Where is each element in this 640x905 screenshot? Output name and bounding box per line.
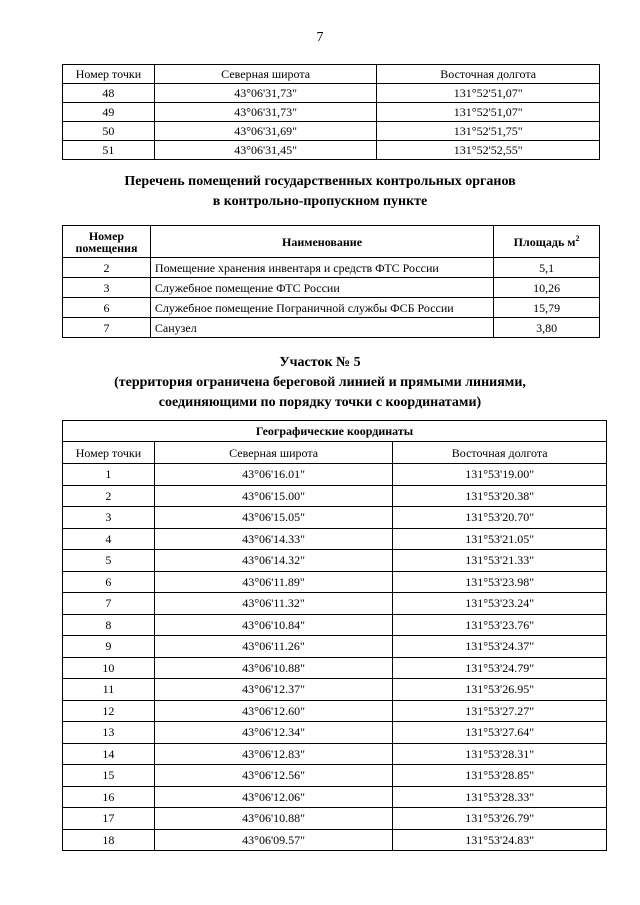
table-cell: 43°06'31,73" bbox=[154, 103, 377, 122]
table-row bbox=[63, 593, 607, 615]
table-row bbox=[63, 786, 607, 808]
table-cell: 2 bbox=[63, 485, 155, 507]
table-row bbox=[63, 679, 607, 701]
table-cell: Служебное помещение Пограничной службы ФСБ России bbox=[150, 298, 493, 318]
table-row bbox=[63, 614, 607, 636]
table-cell: 131°52'51,07" bbox=[377, 103, 600, 122]
rooms-heading-line1: Перечень помещений государственных контрольных органов bbox=[124, 174, 516, 189]
section-description-line1: (территория ограничена береговой линией и прямыми линиями, bbox=[114, 375, 526, 390]
table-cell: 43°06'11.89" bbox=[154, 571, 393, 593]
section-description-line2: соединяющими по порядку точки с координатами) bbox=[158, 395, 482, 410]
table-cell: Санузел bbox=[150, 318, 493, 338]
table-cell: 4 bbox=[63, 528, 155, 550]
column-header-north-latitude: Северная широта bbox=[154, 65, 377, 84]
table-row bbox=[63, 571, 607, 593]
table-cell: 43°06'12.83" bbox=[154, 743, 393, 765]
table-row bbox=[63, 258, 600, 278]
table-cell: 5,1 bbox=[494, 258, 600, 278]
table-row bbox=[63, 84, 600, 103]
table-cell: 43°06'11.26" bbox=[154, 636, 393, 658]
table-cell: 43°06'10.88" bbox=[154, 657, 393, 679]
table-row bbox=[63, 808, 607, 830]
table-row bbox=[63, 278, 600, 298]
table-cell: 131°53'24.37" bbox=[393, 636, 607, 658]
table-row bbox=[63, 743, 607, 765]
table-row bbox=[63, 464, 607, 486]
table-cell: 3 bbox=[63, 278, 151, 298]
table-cell: 48 bbox=[63, 84, 155, 103]
table-cell: 51 bbox=[63, 141, 155, 160]
table-cell: 43°06'12.56" bbox=[154, 765, 393, 787]
table-cell: 15,79 bbox=[494, 298, 600, 318]
table-cell: 6 bbox=[63, 571, 155, 593]
table1-body bbox=[63, 84, 600, 160]
table-cell: 7 bbox=[63, 318, 151, 338]
table-row bbox=[63, 103, 600, 122]
table-cell: 43°06'15.05" bbox=[154, 507, 393, 529]
table-cell: 131°53'28.85" bbox=[393, 765, 607, 787]
table-cell: 50 bbox=[63, 122, 155, 141]
column-header-point-number: Номер точки bbox=[63, 65, 155, 84]
column-header-east-longitude: Восточная долгота bbox=[393, 442, 607, 464]
table-row bbox=[63, 141, 600, 160]
table-cell: 43°06'09.57" bbox=[154, 829, 393, 851]
table-cell: 131°53'23.98" bbox=[393, 571, 607, 593]
table-cell: 131°53'21.33" bbox=[393, 550, 607, 572]
table-cell: 16 bbox=[63, 786, 155, 808]
table-cell: 43°06'12.06" bbox=[154, 786, 393, 808]
column-header-room-number bbox=[63, 226, 151, 258]
table-row bbox=[63, 318, 600, 338]
area-header-label: Площадь м bbox=[513, 234, 576, 249]
table-cell: 43°06'14.33" bbox=[154, 528, 393, 550]
table-row bbox=[63, 657, 607, 679]
table-cell: 131°53'24.83" bbox=[393, 829, 607, 851]
table-row bbox=[63, 507, 607, 529]
table-cell: Помещение хранения инвентаря и средств ФТС России bbox=[150, 258, 493, 278]
table-cell: 131°53'24.79" bbox=[393, 657, 607, 679]
table-header-row bbox=[63, 442, 607, 464]
table-cell: 13 bbox=[63, 722, 155, 744]
room-number-header-line2: помещения bbox=[75, 240, 138, 255]
table-cell: 131°53'19.00" bbox=[393, 464, 607, 486]
table-row bbox=[63, 722, 607, 744]
column-header-point-number: Номер точки bbox=[63, 442, 155, 464]
table-cell: 131°53'28.31" bbox=[393, 743, 607, 765]
table-cell: 9 bbox=[63, 636, 155, 658]
section-title: Участок № 5 bbox=[279, 355, 361, 370]
table-cell: 43°06'11.32" bbox=[154, 593, 393, 615]
table-header-row bbox=[63, 65, 600, 84]
rooms-table bbox=[62, 225, 600, 338]
table-cell: 1 bbox=[63, 464, 155, 486]
table-cell: 2 bbox=[63, 258, 151, 278]
table-row bbox=[63, 550, 607, 572]
table-cell: 43°06'31,45" bbox=[154, 141, 377, 160]
table-cell: 43°06'12.37" bbox=[154, 679, 393, 701]
table-cell: 14 bbox=[63, 743, 155, 765]
coordinates-table-continued bbox=[62, 64, 600, 160]
rooms-table-body bbox=[63, 258, 600, 338]
table-cell: 131°52'51,75" bbox=[377, 122, 600, 141]
table-cell: 131°53'27.64" bbox=[393, 722, 607, 744]
table-cell: 49 bbox=[63, 103, 155, 122]
table-cell: 3,80 bbox=[494, 318, 600, 338]
table-cell: 10,26 bbox=[494, 278, 600, 298]
table-cell: 131°53'28.33" bbox=[393, 786, 607, 808]
table-cell: 131°53'20.70" bbox=[393, 507, 607, 529]
table-cell: 131°53'21.05" bbox=[393, 528, 607, 550]
table-row bbox=[63, 485, 607, 507]
table-cell: 131°53'26.79" bbox=[393, 808, 607, 830]
page-number: 7 bbox=[316, 30, 324, 45]
column-header-name: Наименование bbox=[150, 226, 493, 258]
table-cell: 43°06'10.88" bbox=[154, 808, 393, 830]
table-cell: 131°53'23.24" bbox=[393, 593, 607, 615]
section-5-coordinates-table bbox=[62, 420, 607, 851]
table-cell: 43°06'12.34" bbox=[154, 722, 393, 744]
table-cell: 8 bbox=[63, 614, 155, 636]
table-cell: 43°06'31,73" bbox=[154, 84, 377, 103]
table-cell: 131°52'52,55" bbox=[377, 141, 600, 160]
table-cell: 12 bbox=[63, 700, 155, 722]
table-cell: 43°06'16.01" bbox=[154, 464, 393, 486]
column-header-north-latitude: Северная широта bbox=[154, 442, 393, 464]
table-cell: Служебное помещение ФТС России bbox=[150, 278, 493, 298]
table-cell: 15 bbox=[63, 765, 155, 787]
table-cell: 43°06'31,69" bbox=[154, 122, 377, 141]
table-row bbox=[63, 298, 600, 318]
rooms-list-heading bbox=[0, 172, 640, 212]
table-cell: 5 bbox=[63, 550, 155, 572]
table-cell: 6 bbox=[63, 298, 151, 318]
table-cell: 17 bbox=[63, 808, 155, 830]
table-cell: 43°06'10.84" bbox=[154, 614, 393, 636]
table-row bbox=[63, 636, 607, 658]
table-cell: 11 bbox=[63, 679, 155, 701]
table-row bbox=[63, 122, 600, 141]
table-cell: 10 bbox=[63, 657, 155, 679]
table-cell: 131°53'20.38" bbox=[393, 485, 607, 507]
table-cell: 7 bbox=[63, 593, 155, 615]
table-cell: 3 bbox=[63, 507, 155, 529]
table-cell: 43°06'14.32" bbox=[154, 550, 393, 572]
table-header-row bbox=[63, 226, 600, 258]
area-header-superscript: 2 bbox=[575, 233, 580, 243]
column-header-east-longitude: Восточная долгота bbox=[377, 65, 600, 84]
table-row bbox=[63, 829, 607, 851]
table-row bbox=[63, 528, 607, 550]
table-cell: 131°52'51,07" bbox=[377, 84, 600, 103]
table-cell: 43°06'15.00" bbox=[154, 485, 393, 507]
table-cell: 131°53'27.27" bbox=[393, 700, 607, 722]
group-header-row bbox=[63, 421, 607, 442]
coords-table-body bbox=[63, 464, 607, 851]
table-cell: 43°06'12.60" bbox=[154, 700, 393, 722]
table-cell: 131°53'26.95" bbox=[393, 679, 607, 701]
section-5-heading bbox=[0, 353, 640, 413]
table-cell: 18 bbox=[63, 829, 155, 851]
table-row bbox=[63, 765, 607, 787]
rooms-heading-line2: в контрольно-пропускном пункте bbox=[212, 194, 428, 209]
table-cell: 131°53'23.76" bbox=[393, 614, 607, 636]
room-number-header-line1: Номер bbox=[88, 228, 125, 243]
column-header-area bbox=[494, 226, 600, 258]
table-row bbox=[63, 700, 607, 722]
geographic-coordinates-header: Географические координаты bbox=[63, 421, 607, 442]
